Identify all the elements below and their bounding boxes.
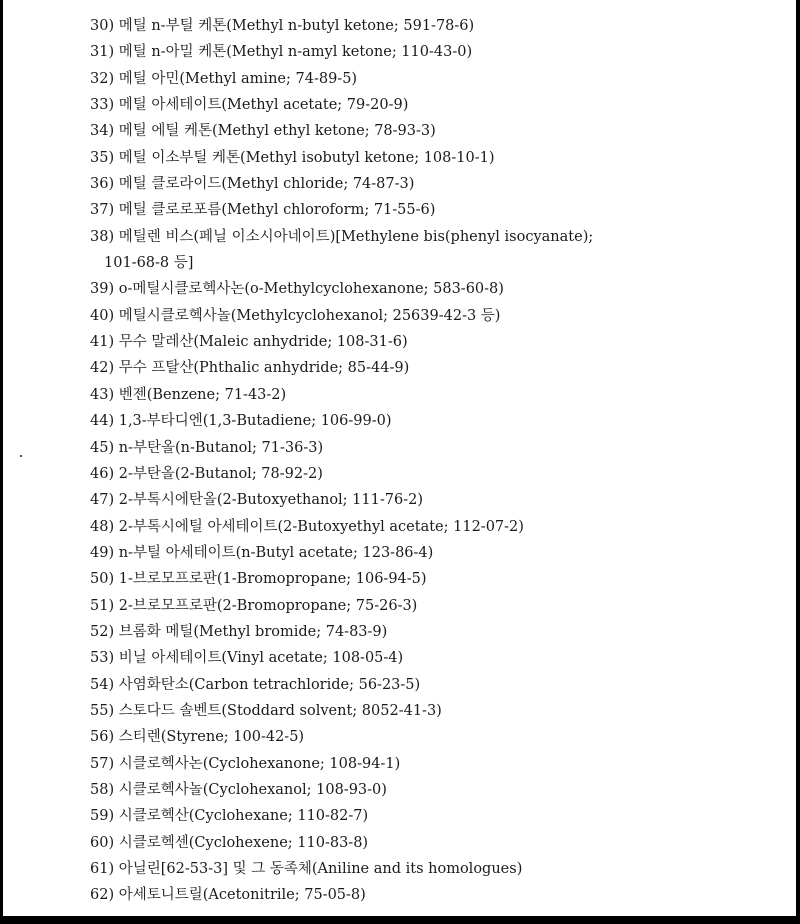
list-item: 43) 벤젠(Benzene; 71-43-2): [90, 386, 287, 403]
list-item: 51) 2-브로모프로판(2-Bromopropane; 75-26-3): [90, 597, 418, 614]
list-item: 31) 메틸 n-아밀 케톤(Methyl n-amyl ketone; 110-43-0): [90, 44, 473, 61]
list-item: 42) 무수 프탈산(Phthalic anhydride; 85-44-9): [90, 360, 410, 377]
list-item: 50) 1-브로모프로판(1-Bromopropane; 106-94-5): [90, 571, 427, 588]
list-item: 45) n-부탄올(n-Butanol; 71-36-3): [90, 439, 324, 456]
list-item: 56) 스티렌(Styrene; 100-42-5): [90, 729, 305, 746]
list-item: 58) 시클로헥사놀(Cyclohexanol; 108-93-0): [90, 781, 387, 798]
list-item: 30) 메틸 n-부틸 케톤(Methyl n-butyl ketone; 591-78-6): [90, 18, 475, 34]
list-item: 49) n-부틸 아세테이트(n-Butyl acetate; 123-86-4): [90, 544, 434, 561]
list-item: 54) 사염화탄소(Carbon tetrachloride; 56-23-5): [90, 676, 421, 693]
list-item: 48) 2-부톡시에틸 아세테이트(2-Butoxyethyl acetate; 112-07-2): [90, 518, 524, 535]
list-item: 52) 브롬화 메틸(Methyl bromide; 74-83-9): [90, 623, 388, 640]
list-item: 61) 아닐린[62-53-3] 및 그 동족체(Aniline and its homologues): [90, 861, 523, 877]
list-item: 47) 2-부톡시에탄올(2-Butoxyethanol; 111-76-2): [90, 492, 423, 509]
list-item: 39) o-메틸시클로헥사논(o-Methylcyclohexanone; 583-60-8): [90, 281, 504, 298]
list-item: 33) 메틸 아세테이트(Methyl acetate; 79-20-9): [90, 97, 409, 114]
list-item: 44) 1,3-부타디엔(1,3-Butadiene; 106-99-0): [90, 413, 392, 430]
list-item: 59) 시클로헥산(Cyclohexane; 110-82-7): [90, 808, 369, 825]
list-item-continuation: 101-68-8 등]: [104, 255, 194, 272]
list-item: 46) 2-부탄올(2-Butanol; 78-92-2): [90, 465, 323, 482]
list-item: 34) 메틸 에틸 케톤(Methyl ethyl ketone; 78-93-3): [90, 123, 436, 140]
list-item: 55) 스토다드 솔벤트(Stoddard solvent; 8052-41-3): [90, 702, 442, 719]
chemical-substance-list: [3, 13, 796, 909]
list-item: 62) 아세토니트릴(Acetonitrile; 75-05-8): [90, 887, 366, 904]
list-item: 35) 메틸 이소부틸 케톤(Methyl isobutyl ketone; 108-10-1): [90, 149, 495, 166]
list-item: 53) 비닐 아세테이트(Vinyl acetate; 108-05-4): [90, 650, 404, 667]
list-item: 40) 메틸시클로헥사놀(Methylcyclohexanol; 25639-42-3 등): [90, 307, 501, 324]
list-item: 32) 메틸 아민(Methyl amine; 74-89-5): [90, 70, 358, 87]
list-item: 41) 무수 말레산(Maleic anhydride; 108-31-6): [90, 334, 408, 351]
list-item: 36) 메틸 클로라이드(Methyl chloride; 74-87-3): [90, 176, 415, 193]
list-item: 38) 메틸렌 비스(페닐 이소시아네이트)[Methylene bis(phenyl isocyanate);: [90, 228, 594, 245]
list-item: 60) 시클로헥센(Cyclohexene; 110-83-8): [90, 834, 369, 851]
document-page: [3, 0, 796, 916]
list-item: 37) 메틸 클로로포름(Methyl chloroform; 71-55-6): [90, 202, 436, 219]
list-item: 57) 시클로헥사논(Cyclohexanone; 108-94-1): [90, 755, 401, 772]
stray-dot-mark: [20, 455, 22, 457]
